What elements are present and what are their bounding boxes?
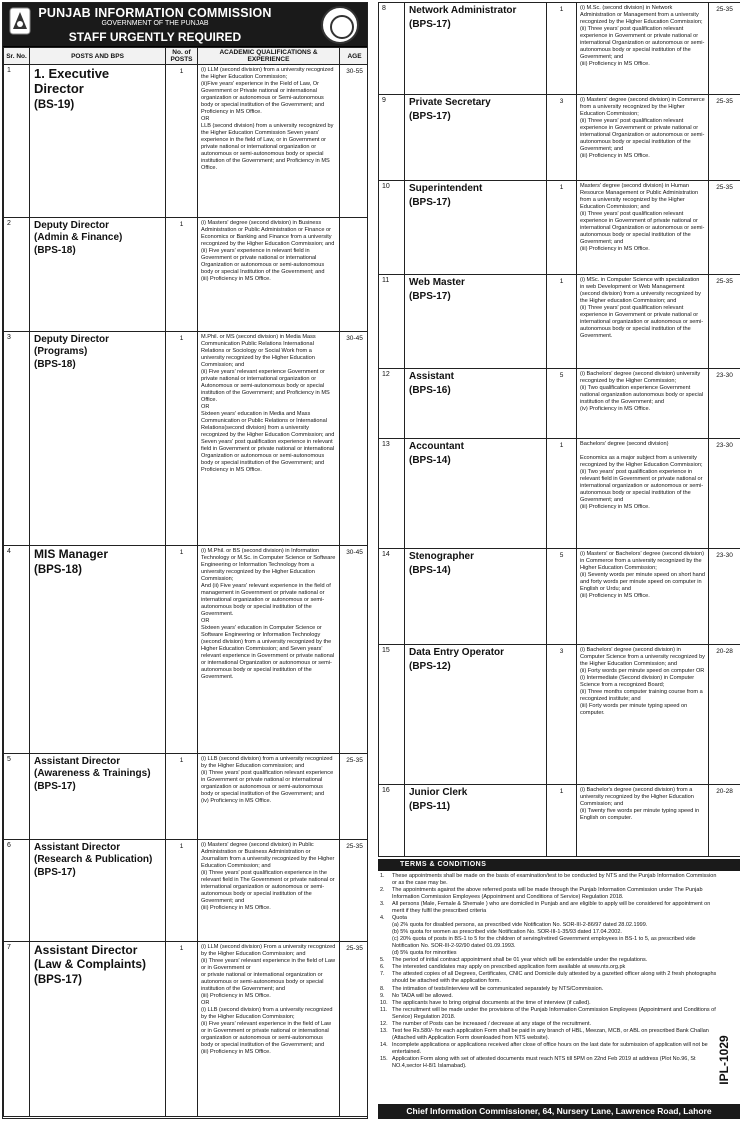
post-name: MIS Manager [34,547,109,561]
post-count: 5 [547,369,577,439]
term-item [380,873,722,887]
term-item [380,993,722,1000]
sr-no: 15 [379,645,405,785]
post-count: 1 [547,785,577,857]
post-age: 25-35 [340,754,369,840]
post-qualification: (i) LLB (second division) from a university recognized by the Higher Education commission; and (ii) Three years' post qualification relevant experience in Government or private national or international organization or autonomous or semi-autonomous body or special institution of the Government; and (iv) Proficiency in MS Office. [198,754,340,840]
post-qualification: (i) Masters' degree (second division) in Business Administration or Public Administration or Finance or Economics or Banking and Finance from a university recognized by the Higher Education Commission; and (ii) Five years' experience in relevant field in Government or private national or international Organization or autonomous or semi-autonomous body or special Institution of the Government; and (iii) Proficiency in MS Office. [198,218,340,332]
posts-table-left [3,47,368,1117]
term-text: The number of Posts can be increased / decrease at any stage of the recruitment. [392,1020,592,1027]
post-qualification: (i) Masters' degree (second division) in Commerce from a university recognized by the Higher Education Commission; (ii) Three years' post qualification relevant experience in Government or private national or international Organization or autonomous or semi-autonomous body or special institution of the Government; and (iii) Proficiency in MS Office. [577,95,709,181]
term-number: 1. [380,873,385,879]
post-count: 1 [547,275,577,369]
post-age: 20-28 [709,785,741,857]
post-name: Accountant [409,441,464,452]
table-row [379,3,741,95]
post-age: 25-35 [709,3,741,95]
header-subtitle: GOVERNMENT OF THE PUNJAB [101,20,209,27]
post-name: Private Secretary [409,97,491,108]
term-number: 15. [380,1055,388,1062]
post-name: Data Entry Operator [409,647,505,658]
post-qualification: (i) M.Phil. or BS (second division) in Information Technology or M.Sc. in Computer Science or Software Engineering or Information Technology from a university recognized by the Higher Education Commission; And (ii) Five years' relevant experience in the field of management in Government or private national or international organization or autonomous or semi-autonomous body or special institution of the Government. OR Sixteen years' education in Computer Science or Software Engineering or Information Technology (second division) from a university recognized by the Higher Education Commission; and Seven years' relevant experience in Government or private national or international Organization or autonomous or semi-autonomous body or special institution of the Government. [198,546,340,754]
term-item [380,887,722,901]
post-count: 3 [547,645,577,785]
term-text: Application Form along with set of attested documents must reach NTS till 5PM on 22nd Feb 2019 at address (Plot No.96, St NO.4,sector H-8/1 Islamabad). [392,1055,696,1069]
post-qualification: Bachelors' degree (second division) Economics as a major subject from a university recognized by the Higher Education Commission; (ii) Two years' post qualification experience in relevant field in Government or private national or international organization or autonomous or semi-autonomous body or special institution of the Government; and (iii) Proficiency in MS Office. [577,439,709,549]
col-sr: Sr. No. [4,48,30,65]
sr-no: 7 [4,942,30,1117]
post-bps: (BPS-17) [409,290,451,302]
post-bps: (BPS-18) [34,359,76,370]
post-name: Junior Clerk [409,787,468,798]
term-text: The period of initial contract appointment shall be 01 year which will be extendable under the regulations. [392,957,648,964]
post-qualification: (i) Bachelors' degree (second division) in Computer Science from a university recognized by the Higher Education Commission; and (ii) Forty words per minute speed on computer OR (i) Intermediate (Second division) in Computer Science from a recognized Board; (ii) Three months computer training course from a recognized institute; and (iii) Forty words per minute typing speed on computer. [577,645,709,785]
term-item [380,957,722,964]
term-item [380,901,722,915]
post-count: 1 [166,840,198,942]
term-number: 5. [380,957,385,964]
term-number: 8. [380,985,385,992]
post-name: Deputy Director (Programs) [34,334,110,357]
sr-no: 2 [4,218,30,332]
post-qualification: (i) LLM (second division) from a university recognized the Higher Education Commission; (ii)Five years' experience in the Field of Law, Or Government or Private national or international organization or autonomous or Semi-autonomous body or special institution of the Government; and Proficiency in MS Office. OR LLB (second division) from a university recognized by the Higher Education Commission Seven years' experience in the field of Law, or in Government or private national or international organization or autonomous or semi-autonomous body or special institution of the Government; and Proficiency in MS Office. [198,65,340,218]
term-text: All persons (Male, Female & Shemale ) who are domiciled in Punjab and are eligible to apply will be considered for appointment on merit if they fulfil the prescribed criteria [392,901,711,915]
post-count: 1 [166,546,198,754]
sr-no: 4 [4,546,30,754]
post-name: 1. Executive Director [34,66,110,96]
left-panel [2,2,368,1119]
post-bps: (BPS-16) [409,384,451,396]
term-number: 3. [380,901,385,908]
term-item [380,986,722,993]
post-age: 23-30 [709,549,741,645]
sr-no: 12 [379,369,405,439]
post-qualification: (i) M.Sc. (second division) in Network Administration or Management from a university recognized by the Higher Education Commission; (ii) Three years' post qualification relevant experience in Government or private national or international Organization or autonomous or semi-autonomous body or special institution of the Government; and (iii) Proficiency in MS Office. [577,3,709,95]
term-item [380,1056,722,1070]
post-age: 25-35 [709,95,741,181]
post-bps: (BPS-17) [34,973,82,986]
commission-seal-icon [321,6,359,44]
table-row [379,785,741,857]
post-age: 30-45 [340,332,369,546]
post-age: 25-35 [340,840,369,942]
term-number: 11. [380,1006,388,1013]
term-number: 14. [380,1041,388,1048]
table-row [4,332,369,546]
term-item [380,1021,722,1028]
post-age [340,218,369,332]
term-text: Quota (a) 2% quota for disabled persons, as prescribed vide Notification No. SOR-III-2-86/97 dated 28.02.1999. (b) 5% quota for women as prescribed vide Notification No. SOR-III-1-35/93 dated 17.04.2002. (c) 20% quota of posts in BS-1 to 5 for the children of serving/retired Government employees in BS-1 to 5, as prescribed vide Notification No. SOR-III-2-92/90 dated 01.09.1993. (d) 5% quota for minorities [392,915,696,957]
post-bps: (BPS-17) [34,867,76,878]
post-count: 1 [547,3,577,95]
table-row [379,645,741,785]
post-count: 5 [547,549,577,645]
post-age: 30-55 [340,65,369,218]
sr-no: 14 [379,549,405,645]
table-row [379,275,741,369]
post-count: 1 [166,754,198,840]
post-qualification: (i) Masters' degree (second division) in Public Administration or Business Administration or Journalism from a university recognized by the Higher Education Commission; and (ii) Three years' post qualification experience in the relevant field in The Government or private national or international organization or autonomous or semi-autonomous body or special institution of the Government; and (iii) Proficiency in MS Office. [198,840,340,942]
post-name: Superintendent [409,183,483,194]
table-row [379,439,741,549]
term-item [380,1028,722,1042]
sr-no: 5 [4,754,30,840]
post-qualification: M.Phil. or MS (second division) in Media Mass Communication Public Relations International Relations or Sociology or Social Work from a university recognized by the Higher Education Commission; and (ii) Five years' relevant experience Government or private national or international organization or Autonomous or semi-autonomous body or special institution of the Government; and Proficiency in MS Office. OR Sixteen years' education in Media and Mass Communication or Public Relations or International Relations(second division) from a university recognized by the Higher Education Commission; and Seven years' post qualification experience in relevant field in Government or private national or international Organization or autonomous or semi-autonomous body or special institution of the Government; and Proficiency in MS Office. [198,332,340,546]
post-age: 25-35 [709,275,741,369]
posts-table-right [378,2,740,857]
sr-no: 9 [379,95,405,181]
sr-no: 13 [379,439,405,549]
sr-no: 6 [4,840,30,942]
post-bps: (BPS-17) [409,196,451,208]
table-row [4,754,369,840]
post-name: Assistant Director (Research & Publication) [34,842,153,865]
col-posts: POSTS AND BPS [30,48,166,65]
table-row [379,369,741,439]
term-number: 13. [380,1027,388,1034]
table-row [4,942,369,1117]
post-qualification: (i) Bachelors' degree (second division) university recognized by the Higher Commission; (ii) Two qualification experience Government national organization autonomous body or special institution of the Government; and (iv) Proficiency in MS Office. [577,369,709,439]
post-bps: (BPS-14) [409,564,451,576]
table-row [4,218,369,332]
term-item [380,1042,722,1056]
post-bps: (BPS-17) [409,110,451,122]
term-text: The intimation of tests/interview will be communicated separately by NTS/Commission. [392,985,604,992]
col-qual: ACADEMIC QUALIFICATIONS & EXPERIENCE [198,48,340,65]
post-bps: (BPS-14) [409,454,451,466]
sr-no: 8 [379,3,405,95]
term-text: The attested copies of all Degrees, Certificates, CNIC and Domicile duly attested by a gazetted officer along with 2 fresh photographs should be attached with the application form. [392,971,717,985]
post-age: 30-45 [340,546,369,754]
post-age: 25-35 [709,181,741,275]
post-name: Network Administrator [409,5,517,16]
term-text: The recruitment will be made under the provisions of the Punjab Information Commission Employees (Appointment and Conditions of Service) Regulation 2018. [392,1006,716,1020]
post-count: 1 [166,65,198,218]
term-number: 9. [380,992,385,999]
term-number: 6. [380,964,385,971]
term-text: No TADA will be allowed. [392,992,453,999]
term-number: 12. [380,1020,388,1027]
post-bps: (BPS-17) [409,18,451,30]
header-banner [3,3,367,47]
term-item [380,1007,722,1021]
terms-list [378,871,740,1070]
term-text: Test fee Rs.580/- for each application Form shall be paid in any branch of HBL, Meezan, MCB, or ABL on prescribed Bank Challan (Attached with Application Form downloaded from NTS website). [392,1027,709,1041]
term-text: The appointments against the above referred posts will be made through the Punjab Information Commission under The Punjab Information Commission Employees (Appointment and Conditions of Service) Regulation 2018. [392,887,703,901]
table-row [379,549,741,645]
table-row [4,65,369,218]
post-bps: (BPS-17) [34,781,76,792]
post-bps: (BPS-11) [409,800,451,812]
term-number: 4. [380,915,385,922]
ipl-number: IPL-1029 [717,1035,731,1085]
term-text: The applicants have to bring original documents at the time of interview (if called). [392,999,591,1006]
post-qualification: (i) MSc. in Computer Science with specialization in web Development or Web Management (second division) from a university recognized by the Higher education Commission; and (ii) Three years' post qualification relevant experience in Government or private national or international organization or autonomous or semi-autonomous body or special institution of the Government. [577,275,709,369]
post-age: 25-35 [340,942,369,1117]
post-name: Stenographer [409,551,475,562]
term-text: The interested candidates may apply on prescribed application form available at www.nts.org.pk [392,964,626,971]
sr-no: 11 [379,275,405,369]
post-name: Assistant [409,371,455,382]
post-bps: (BPS-18) [34,563,82,576]
post-bps: (BPS-18) [34,245,76,256]
right-panel [378,2,740,1119]
post-age: 20-28 [709,645,741,785]
post-bps: (BPS-12) [409,660,451,672]
post-age: 23-30 [709,439,741,549]
post-qualification: (i) Bachelor's degree (second division) from a university recognized by the Higher Education Commission; and (ii) Twenty five words per minute typing speed in English on computer. [577,785,709,857]
col-age: AGE [340,48,369,65]
term-text: Incomplete applications or applications received after close of office hours on the last date for submission of application will not be entertained. [392,1041,708,1055]
table-row [4,546,369,754]
header-title: PUNJAB INFORMATION COMMISSION [38,6,272,20]
col-num: No. of POSTS [166,48,198,65]
term-item [380,1000,722,1007]
post-count: 1 [166,942,198,1117]
post-bps: (BS-19) [34,98,75,111]
term-number: 2. [380,887,385,894]
table-header-row [4,48,369,65]
sr-no: 1 [4,65,30,218]
post-age: 23-30 [709,369,741,439]
post-count: 1 [166,218,198,332]
sr-no: 16 [379,785,405,857]
table-row [4,840,369,942]
post-qualification: (i) LLM (second division) From a university recognized by the Higher Education Commission; and (ii) Three years' relevant experience in the field of Law or in Government or or private national or international organization or autonomous or semi-autonomous body or special institution of the Government; and (iii) Proficiency in MS Office. OR (i) LLB (second division) from a university recognized by the Higher Education Commission; (ii) Five years' relevant experience in the field of Law or in Government or private national or international organization or autonomous or semi-autonomous body or special institution of the Government; and (iii) Proficiency in MS Office. [198,942,340,1117]
post-name: Deputy Director (Admin & Finance) [34,220,123,243]
post-qualification: Masters' degree (second division) in Human Resource Management or Public Administration from a university recognized by the Higher Education Commission; and (ii) Three years' post qualification relevant experience in Government of private national or international Organization or autonomous or semi-autonomous body or special institution of the Government; and (iii) Proficiency in MS Office. [577,181,709,275]
post-name: Web Master [409,277,465,288]
footer-address: Chief Information Commissioner, 64, Nursery Lane, Lawrence Road, Lahore [378,1104,740,1119]
table-row [379,95,741,181]
post-count: 3 [547,95,577,181]
term-number: 10. [380,999,388,1006]
post-count: 1 [166,332,198,546]
header-banner-text: STAFF URGENTLY REQUIRED [68,30,242,44]
table-row [379,181,741,275]
term-item [380,915,722,957]
terms-title: TERMS & CONDITIONS [378,859,740,871]
post-count: 1 [547,439,577,549]
term-item [380,964,722,971]
post-name: Assistant Director (Law & Complaints) [34,943,147,971]
sr-no: 3 [4,332,30,546]
post-qualification: (i) Masters' or Bachelors' degree (second division) in Commerce from a university recognized by the Higher Education Commission; (ii) Seventy words per minute speed on short hand and forty words per minute speed on computer in English or Urdu; and (iii) Proficiency in MS Office. [577,549,709,645]
post-name: Assistant Director (Awareness & Trainings) [34,756,151,779]
term-number: 7. [380,971,385,978]
term-item [380,971,722,985]
term-text: These appointments shall be made on the basis of examination/test to be conducted by NTS and the Punjab Information Commission or as the case may be. [392,873,717,887]
post-count: 1 [547,181,577,275]
sr-no: 10 [379,181,405,275]
